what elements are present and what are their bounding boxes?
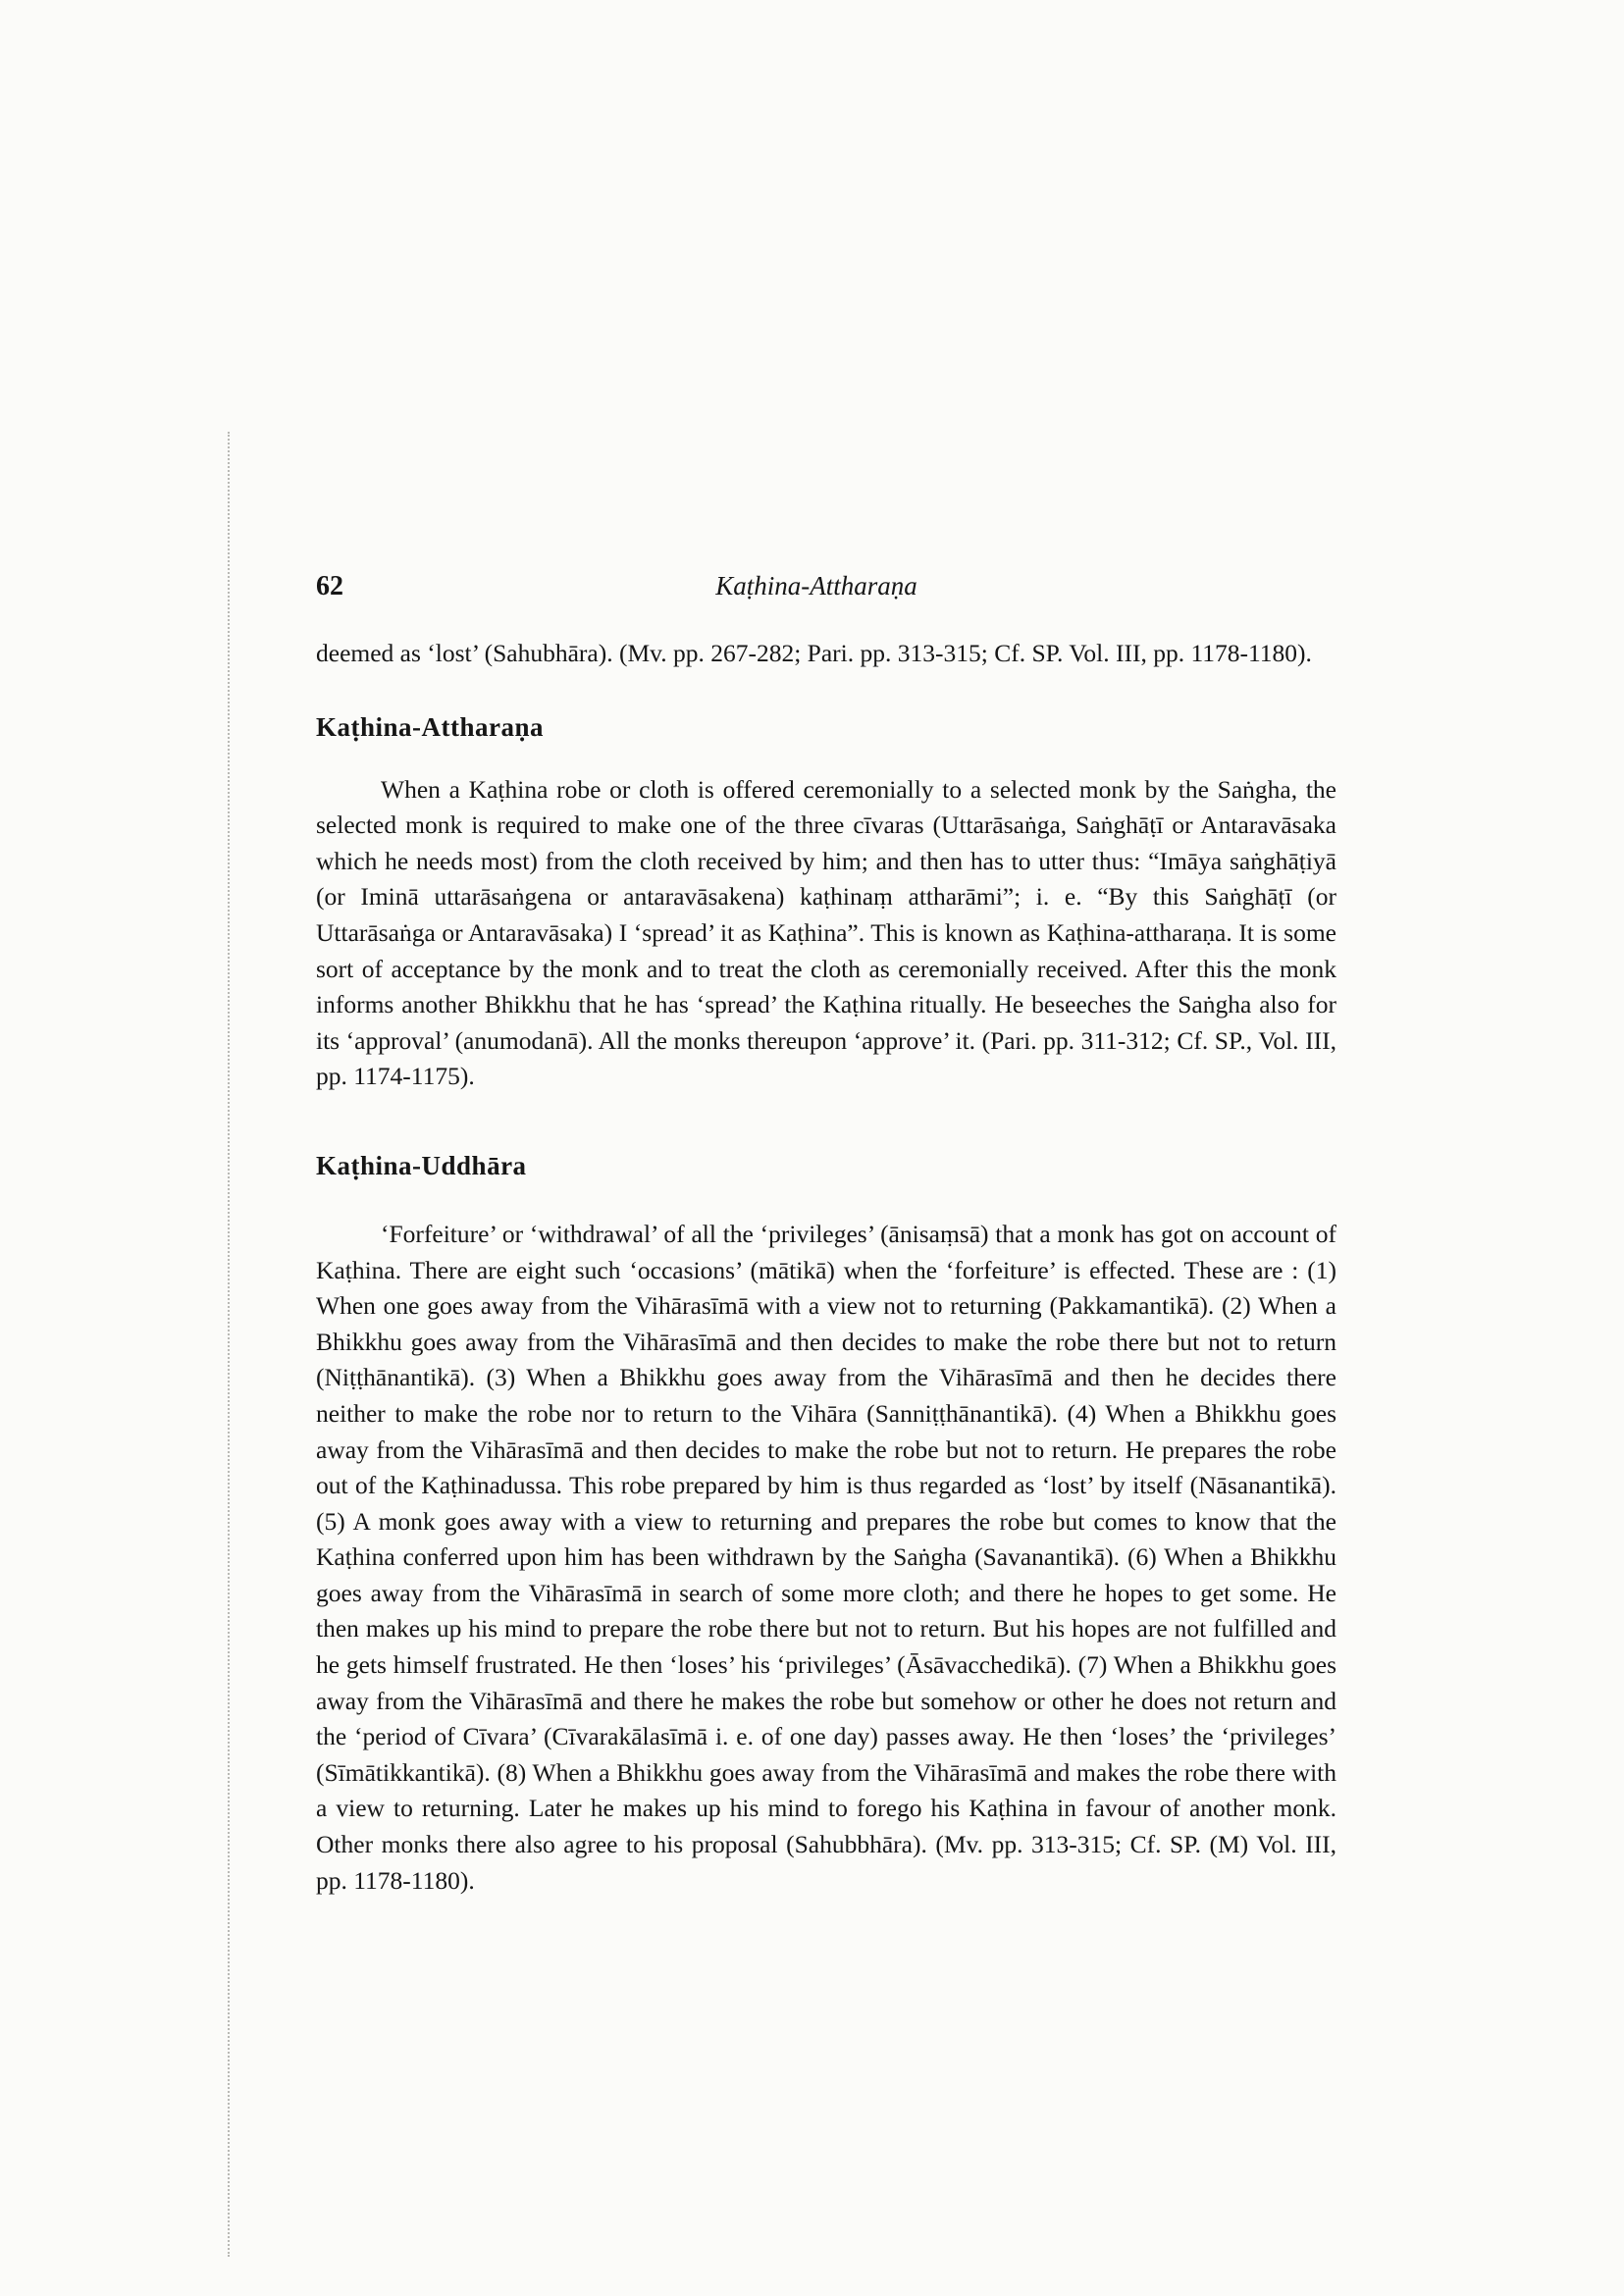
page-header xyxy=(316,571,1317,610)
section-heading-kathina-uddhara: Kaṭhina-Uddhāra xyxy=(316,1150,527,1180)
section-heading-kathina-attharana: Kaṭhina-Attharaṇa xyxy=(316,711,545,742)
running-head: Kaṭhina-Attharaṇa xyxy=(715,571,917,600)
page-number: 62 xyxy=(316,571,343,601)
section-body-kathina-uddhara: ‘Forfeiture’ or ‘withdrawal’ of all the ‘privileges’ (ānisaṃsā) that a monk has got on account of Kaṭhina. There are eight such ‘occasions’ (mātikā) when the ‘forfeiture’ is effected. These are : (1) When one goes away from the Vihārasīmā with a view not to returning (Pakkamantikā). (2) When a Bhikkhu goes away from the Vihārasīmā and then decides to make the robe there but not to return (Niṭṭhānantikā). (3) When a Bhikkhu goes away from the Vihārasīmā and then he decides there neither to make the robe nor to return to the Vihāra (Sanniṭṭhānantikā). (4) When a Bhikkhu goes away from the Vihārasīmā and then decides to make the robe but not to return. He prepares the robe out of the Kaṭhinadussa. This robe prepared by him is thus regarded as ‘lost’ by itself (Nāsanantikā). (5) A monk goes away with a view to returning and prepares the robe but comes to know that the Kaṭhina conferred upon him has been withdrawn by the Saṅgha (Savanantikā). (6) When a Bhikkhu goes away from the Vihārasīmā in search of some more cloth; and there he hopes to get some. He then makes up his mind to prepare the robe there but not to return. But his hopes are not fulfilled and he gets himself frustrated. He then ‘loses’ his ‘privileges’ (Āsāvacchedikā). (7) When a Bhikkhu goes away from the Vihārasīmā and there he makes the robe but somehow or other he does not return and the ‘period of Cīvara’ (Cīvarakālasīmā i. e. of one day) passes away. He then ‘loses’ the ‘privileges’ (Sīmātikkantikā). (8) When a Bhikkhu goes away from the Vihārasīmā and makes the robe there with a view to returning. Later he makes up his mind to forego his Kaṭhina in favour of another monk. Other monks there also agree to his proposal (Sahubbhāra). (Mv. pp. 313-315; Cf. SP. (M) Vol. III, pp. 1178-1180). xyxy=(316,1219,1336,1895)
page-body xyxy=(316,636,1336,1899)
scan-margin-rule xyxy=(228,432,230,2257)
section-body-kathina-attharana: When a Kaṭhina robe or cloth is offered ceremonially to a selected monk by the Saṅgha, the selected monk is required to make one of the three cīvaras (Uttarāsaṅga, Saṅghāṭī or Antaravāsaka which he needs most) from the cloth received by him; and then has to utter thus: “Imāya saṅghāṭiyā (or Iminā uttarāsaṅgena or antaravāsakena) kaṭhinaṃ attharāmi”; i. e. “By this Saṅghāṭī (or Uttarāsaṅga or Antaravāsaka) I ‘spread’ it as Kaṭhina”. This is known as Kaṭhina-attharaṇa. It is some sort of acceptance by the monk and to treat the cloth as ceremonially received. After this the monk informs another Bhikkhu that he has ‘spread’ the Kaṭhina ritually. He beseeches the Saṅgha also for its ‘approval’ (anumodanā). All the monks thereupon ‘approve’ it. (Pari. pp. 311-312; Cf. SP., Vol. III, pp. 1174-1175). xyxy=(316,774,1336,1091)
continuation-paragraph: deemed as ‘lost’ (Sahubhāra). (Mv. pp. 267-282; Pari. pp. 313-315; Cf. SP. Vol. III, pp. 1178-1180). xyxy=(316,639,1312,667)
